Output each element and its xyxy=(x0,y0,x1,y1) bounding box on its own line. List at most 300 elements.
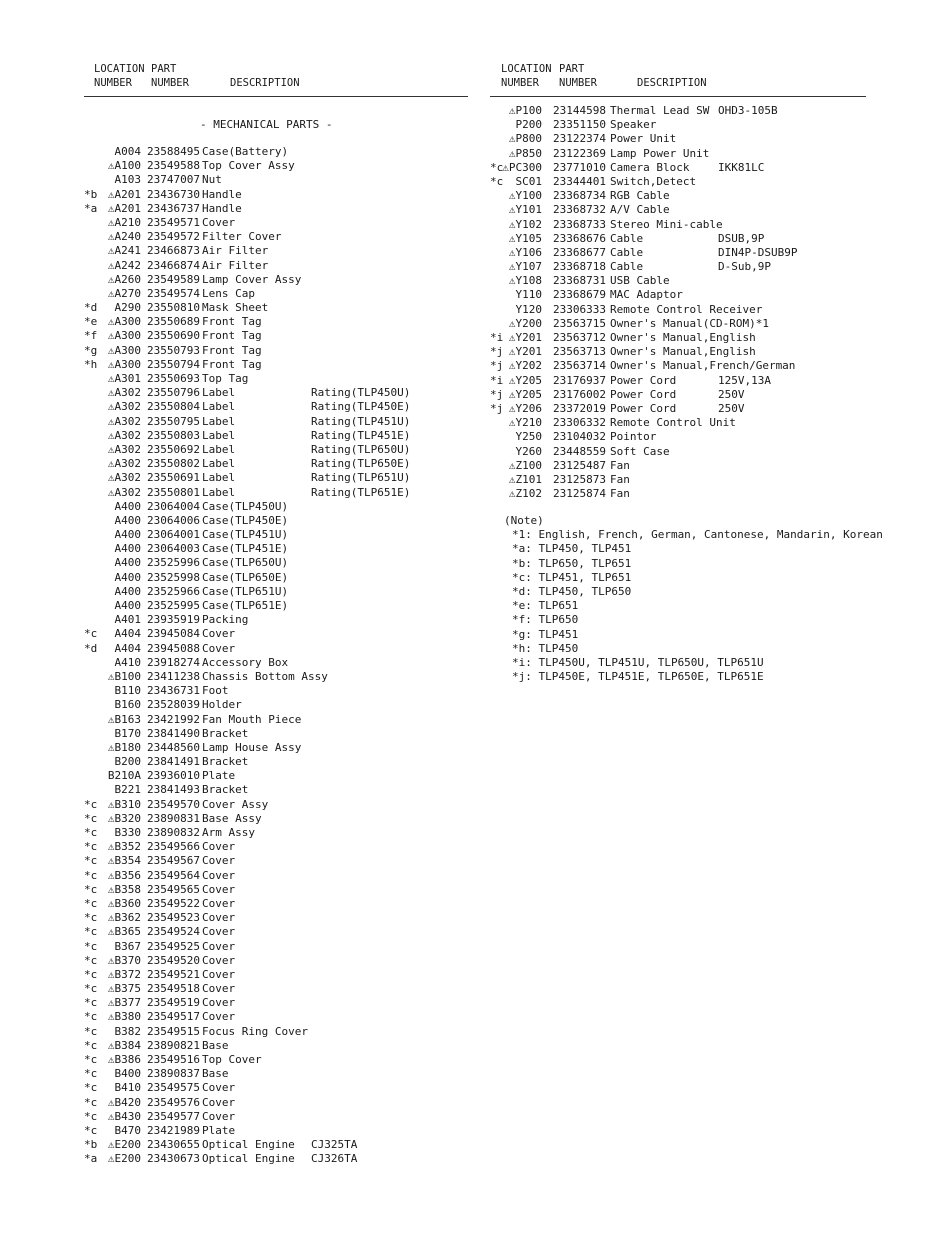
row-flag: *c xyxy=(84,1081,98,1095)
part-description: Air Filter xyxy=(202,244,269,258)
part-remark: Rating(TLP650E) xyxy=(311,457,411,471)
part-description: Label xyxy=(202,471,236,485)
location-number: ⚠PC300 xyxy=(502,160,542,174)
part-number: 23588495 xyxy=(147,145,200,158)
part-description: Base xyxy=(202,1038,229,1052)
part-number: 23528039 xyxy=(147,698,200,712)
part-number: 23368734 xyxy=(553,189,606,203)
row-flag: *b xyxy=(84,187,98,201)
part-description: RGB Cable xyxy=(610,189,670,203)
part-number: 23563712 xyxy=(553,331,606,344)
location-number: A401 xyxy=(114,613,141,627)
row-flag: *c xyxy=(84,854,98,868)
part-description: Owner's Manual,English xyxy=(610,331,756,344)
location-number: ⚠A300 xyxy=(107,329,141,343)
location-number: ⚠B354 xyxy=(107,854,141,868)
location-number: ⚠E200 xyxy=(107,1152,141,1166)
part-number: 23841491 xyxy=(147,755,200,769)
location-number: B110 xyxy=(114,684,141,698)
part-number: 23550810 xyxy=(147,301,200,315)
part-description: Switch,Detect xyxy=(610,174,697,188)
part-number: 23890831 xyxy=(147,811,200,825)
row-flag: *j xyxy=(490,359,504,373)
part-number: 23890821 xyxy=(147,1038,200,1052)
row-flag: *c xyxy=(84,882,98,896)
part-description: Label xyxy=(202,400,236,414)
location-number: ⚠Y200 xyxy=(508,316,542,330)
part-description: USB Cable xyxy=(610,274,670,288)
part-description: Case(TLP450U) xyxy=(202,499,289,513)
location-number: ⚠B430 xyxy=(107,1109,141,1123)
part-description: Case(TLP651E) xyxy=(202,599,289,612)
location-number: B400 xyxy=(114,1067,141,1081)
part-number: 23448560 xyxy=(147,740,200,754)
location-number: ⚠B375 xyxy=(107,982,141,996)
note-item: *f: TLP650 xyxy=(512,613,579,627)
part-description: Plate xyxy=(202,769,236,783)
part-description: Handle xyxy=(202,201,242,215)
row-flag: *j xyxy=(490,345,504,359)
location-number: P200 xyxy=(515,118,542,132)
header-description: DESCRIPTION xyxy=(637,77,707,89)
part-description: Power Cord xyxy=(610,373,677,387)
part-number: 23372019 xyxy=(553,401,606,415)
part-description: Case(TLP650U) xyxy=(202,556,289,570)
part-description: Chassis Bottom Assy xyxy=(202,669,328,683)
location-number: A400 xyxy=(114,513,141,527)
part-number: 23550691 xyxy=(147,471,200,485)
location-number: ⚠B310 xyxy=(107,797,141,811)
location-number: A103 xyxy=(114,173,141,187)
part-number: 23549521 xyxy=(147,967,200,981)
part-number: 23144598 xyxy=(553,104,606,117)
part-number: 23368731 xyxy=(553,274,606,288)
location-number: ⚠E200 xyxy=(107,1138,141,1152)
row-flag: *c xyxy=(84,1123,98,1137)
part-description: Top Cover xyxy=(202,1053,262,1066)
part-number: 23368732 xyxy=(553,203,606,217)
part-remark: OHD3-105B xyxy=(718,104,778,117)
location-number: A410 xyxy=(114,655,141,669)
part-description: Filter Cover xyxy=(202,230,282,244)
part-description: Holder xyxy=(202,698,242,712)
part-description: Label xyxy=(202,457,236,471)
location-number: ⚠Z100 xyxy=(508,458,542,472)
location-number: ⚠P800 xyxy=(508,132,542,146)
part-description: Cover xyxy=(202,215,236,229)
note-item: *d: TLP450, TLP650 xyxy=(512,585,632,599)
part-description: Cover xyxy=(202,982,236,996)
location-number: ⚠A210 xyxy=(107,215,141,229)
part-description: Case(TLP450E) xyxy=(202,513,289,527)
location-number: A004 xyxy=(114,145,141,158)
part-number: 23306333 xyxy=(553,302,606,316)
part-description: A/V Cable xyxy=(610,203,670,217)
part-number: 23549517 xyxy=(147,1010,200,1024)
part-number: 23550794 xyxy=(147,357,200,371)
row-flag: *d xyxy=(84,301,98,315)
header-location: LOCATION xyxy=(501,63,552,75)
part-description: Remote Control Unit xyxy=(610,416,736,430)
part-description: Optical Engine xyxy=(202,1138,295,1152)
location-number: A400 xyxy=(114,542,141,556)
part-number: 23549571 xyxy=(147,215,200,229)
part-description: Lamp House Assy xyxy=(202,740,302,754)
location-number: ⚠Y205 xyxy=(508,387,542,401)
row-flag: *j xyxy=(490,387,504,401)
part-description: Cable xyxy=(610,245,644,259)
part-description: Cover xyxy=(202,911,236,925)
location-number: ⚠P100 xyxy=(508,104,542,117)
location-number: ⚠A302 xyxy=(107,400,141,414)
part-description: Owner's Manual,French/German xyxy=(610,359,796,373)
part-description: Pointor xyxy=(610,430,657,444)
part-remark: CJ326TA xyxy=(311,1152,358,1166)
part-description: Cover xyxy=(202,627,236,641)
note-item: *b: TLP650, TLP651 xyxy=(512,556,632,570)
part-number: 23549520 xyxy=(147,953,200,967)
part-number: 23430673 xyxy=(147,1152,200,1166)
part-number: 23918274 xyxy=(147,655,200,669)
location-number: ⚠Z101 xyxy=(508,472,542,486)
part-number: 23125873 xyxy=(553,472,606,486)
part-description: Label xyxy=(202,386,236,400)
location-number: ⚠B163 xyxy=(107,712,141,726)
part-description: Focus Ring Cover xyxy=(202,1024,308,1038)
location-number: ⚠Z102 xyxy=(508,487,542,501)
row-flag: *c xyxy=(84,967,98,981)
part-description: Base xyxy=(202,1067,229,1081)
location-number: ⚠B377 xyxy=(107,996,141,1010)
part-number: 23550693 xyxy=(147,372,200,385)
part-number: 23549589 xyxy=(147,272,200,286)
notes-block xyxy=(504,514,883,684)
row-flag: *c xyxy=(84,826,98,839)
part-number: 23525996 xyxy=(147,556,200,570)
location-number: ⚠Y101 xyxy=(508,203,542,217)
part-description: Cover xyxy=(202,967,236,981)
part-number: 23430655 xyxy=(147,1138,200,1152)
location-number: ⚠Y102 xyxy=(508,217,542,231)
part-number: 23549588 xyxy=(147,159,200,173)
location-number: ⚠B362 xyxy=(107,911,141,925)
part-description: Label xyxy=(202,485,236,499)
location-number: Y110 xyxy=(515,288,542,302)
part-number: 23525966 xyxy=(147,584,200,598)
header-divider xyxy=(490,96,866,97)
part-number: 23549515 xyxy=(147,1024,200,1038)
part-description: Camera Block xyxy=(610,160,690,174)
location-number: B210A xyxy=(107,769,141,783)
part-number: 23064003 xyxy=(147,542,200,556)
part-description: Cover xyxy=(202,953,236,967)
location-number: ⚠B380 xyxy=(107,1010,141,1024)
part-number: 23368677 xyxy=(553,245,606,259)
part-number: 23550804 xyxy=(147,400,200,414)
part-description: Power Cord xyxy=(610,387,677,401)
location-number: Y120 xyxy=(515,302,542,316)
part-remark: 250V xyxy=(718,401,745,415)
part-number: 23351150 xyxy=(553,118,606,132)
part-number: 23936010 xyxy=(147,769,200,783)
part-number: 23436737 xyxy=(147,201,200,215)
row-flag: *c xyxy=(84,1095,98,1109)
part-number: 23421992 xyxy=(147,712,200,726)
row-flag: *c xyxy=(84,811,98,825)
location-number: B410 xyxy=(114,1081,141,1095)
location-number: Y250 xyxy=(515,430,542,444)
location-number: ⚠A201 xyxy=(107,187,141,201)
part-number: 23550690 xyxy=(147,329,200,343)
row-flag: *c xyxy=(84,868,98,882)
part-description: Bracket xyxy=(202,783,249,797)
notes-list xyxy=(504,528,883,684)
part-description: Case(TLP651U) xyxy=(202,584,289,598)
part-number: 23176937 xyxy=(553,373,606,387)
part-number: 23549570 xyxy=(147,797,200,811)
part-number: 23549572 xyxy=(147,230,200,244)
part-number: 23549576 xyxy=(147,1095,200,1109)
location-number: B200 xyxy=(114,755,141,769)
header-part-number: NUMBER xyxy=(559,77,597,89)
row-flag: *c xyxy=(84,1024,98,1038)
location-number: ⚠A241 xyxy=(107,244,141,258)
location-number: ⚠B384 xyxy=(107,1038,141,1052)
location-number: ⚠B358 xyxy=(107,882,141,896)
location-number: ⚠A100 xyxy=(107,159,141,173)
part-number: 23550796 xyxy=(147,386,200,400)
row-flag: *c xyxy=(84,1038,98,1052)
row-flag: *d xyxy=(84,641,98,655)
location-number: ⚠A302 xyxy=(107,485,141,499)
row-flag: *c xyxy=(84,1010,98,1024)
part-description: Owner's Manual(CD-ROM)*1 xyxy=(610,316,769,330)
part-description: MAC Adaptor xyxy=(610,288,683,302)
part-remark: DIN4P-DSUB9P xyxy=(718,245,798,259)
part-remark: Rating(TLP450U) xyxy=(311,386,411,400)
part-number: 23421989 xyxy=(147,1123,200,1137)
header-part: PART xyxy=(559,63,585,75)
part-description: Cover xyxy=(202,868,236,882)
location-number: ⚠A201 xyxy=(107,201,141,215)
row-flag: *c xyxy=(490,160,504,174)
location-number: ⚠A302 xyxy=(107,428,141,442)
location-number: B160 xyxy=(114,698,141,712)
location-number: ⚠B386 xyxy=(107,1053,141,1066)
part-number: 23549523 xyxy=(147,911,200,925)
part-number: 23549566 xyxy=(147,840,200,854)
row-flag: *c xyxy=(84,925,98,939)
row-flag: *c xyxy=(84,982,98,996)
part-number: 23771010 xyxy=(553,160,606,174)
part-description: Cover xyxy=(202,882,236,896)
part-description: Cover xyxy=(202,854,236,868)
row-flag: *c xyxy=(84,896,98,910)
part-remark: 125V,13A xyxy=(718,373,771,387)
location-number: ⚠Y206 xyxy=(508,401,542,415)
part-description: Base Assy xyxy=(202,811,262,825)
location-number: ⚠Y210 xyxy=(508,416,542,430)
part-description: Air Filter xyxy=(202,258,269,272)
part-description: Power Unit xyxy=(610,132,677,146)
part-remark: Rating(TLP651E) xyxy=(311,485,411,499)
location-number: Y260 xyxy=(515,444,542,458)
part-remark: Rating(TLP451E) xyxy=(311,428,411,442)
location-number: A400 xyxy=(114,499,141,513)
notes-title: (Note) xyxy=(504,514,544,527)
location-number: ⚠B360 xyxy=(107,896,141,910)
part-number: 23064001 xyxy=(147,528,200,542)
note-item: *g: TLP451 xyxy=(512,627,579,641)
location-number: A404 xyxy=(114,627,141,641)
part-description: Label xyxy=(202,428,236,442)
location-number: A400 xyxy=(114,570,141,584)
part-description: Owner's Manual,English xyxy=(610,345,756,359)
part-number: 23436731 xyxy=(147,684,200,698)
row-flag: *c xyxy=(84,1109,98,1123)
location-number: ⚠Y205 xyxy=(508,373,542,387)
location-number: ⚠A240 xyxy=(107,230,141,244)
part-description: Case(TLP451U) xyxy=(202,528,289,542)
location-number: ⚠A302 xyxy=(107,442,141,456)
part-number: 23550795 xyxy=(147,414,200,428)
row-flag: *c xyxy=(84,627,98,641)
note-item: *c: TLP451, TLP651 xyxy=(512,570,632,584)
location-number: ⚠A300 xyxy=(107,315,141,329)
location-number: ⚠B352 xyxy=(107,840,141,854)
location-number: ⚠B356 xyxy=(107,868,141,882)
part-number: 23064006 xyxy=(147,513,200,527)
location-number: ⚠A260 xyxy=(107,272,141,286)
part-description: Cover xyxy=(202,896,236,910)
header-part: PART xyxy=(151,63,177,75)
part-number: 23368733 xyxy=(553,217,606,231)
location-number: ⚠B100 xyxy=(107,669,141,683)
part-description: Bracket xyxy=(202,726,249,740)
part-description: Front Tag xyxy=(202,329,262,343)
part-description: Label xyxy=(202,414,236,428)
header-divider xyxy=(84,96,468,97)
part-description: Top Tag xyxy=(202,372,249,385)
part-number: 23436730 xyxy=(147,187,200,201)
part-description: Case(TLP451E) xyxy=(202,542,289,556)
part-description: Cover Assy xyxy=(202,797,269,811)
location-number: ⚠Y108 xyxy=(508,274,542,288)
part-description: Top Cover Assy xyxy=(202,159,295,173)
row-flag: *c xyxy=(84,939,98,953)
part-description: Cable xyxy=(610,231,644,245)
part-number: 23550689 xyxy=(147,315,200,329)
part-description: Stereo Mini-cable xyxy=(610,217,723,231)
part-number: 23466873 xyxy=(147,244,200,258)
header-location-number: NUMBER xyxy=(501,77,539,89)
part-number: 23125874 xyxy=(553,487,606,501)
part-remark: 250V xyxy=(718,387,745,401)
part-number: 23525998 xyxy=(147,570,200,584)
part-description: Soft Case xyxy=(610,444,670,458)
row-flag: *a xyxy=(84,201,98,215)
location-number: B367 xyxy=(114,939,141,953)
part-number: 23411238 xyxy=(147,669,200,683)
part-number: 23841490 xyxy=(147,726,200,740)
row-flag: *f xyxy=(84,329,98,343)
location-number: ⚠B365 xyxy=(107,925,141,939)
row-flag: *i xyxy=(490,373,504,387)
location-number: A290 xyxy=(114,301,141,315)
part-description: Optical Engine xyxy=(202,1152,295,1166)
part-remark: CJ325TA xyxy=(311,1138,358,1152)
location-number: ⚠Y100 xyxy=(508,189,542,203)
header-location: LOCATION xyxy=(94,63,145,75)
part-remark: Rating(TLP450E) xyxy=(311,400,411,414)
part-description: Handle xyxy=(202,187,242,201)
part-number: 23550801 xyxy=(147,485,200,499)
part-number: 23549518 xyxy=(147,982,200,996)
location-number: ⚠P850 xyxy=(508,146,542,160)
part-number: 23448559 xyxy=(553,444,606,458)
part-description: Cover xyxy=(202,840,236,854)
part-number: 23176002 xyxy=(553,387,606,401)
part-number: 23550692 xyxy=(147,442,200,456)
row-flag: *c xyxy=(84,911,98,925)
row-flag: *c xyxy=(84,1053,98,1066)
part-number: 23549567 xyxy=(147,854,200,868)
part-remark: DSUB,9P xyxy=(718,231,765,245)
part-number: 23549565 xyxy=(147,882,200,896)
part-number: 23549516 xyxy=(147,1053,200,1066)
part-number: 23890832 xyxy=(147,826,200,839)
part-number: 23368679 xyxy=(553,288,606,302)
part-number: 23549564 xyxy=(147,868,200,882)
part-description: Bracket xyxy=(202,755,249,769)
part-description: Label xyxy=(202,442,236,456)
part-description: Accessory Box xyxy=(202,655,289,669)
location-number: ⚠A302 xyxy=(107,414,141,428)
part-number: 23368718 xyxy=(553,260,606,274)
part-number: 23368676 xyxy=(553,231,606,245)
row-flag: *c xyxy=(84,797,98,811)
row-flag: *c xyxy=(84,840,98,854)
part-number: 23841493 xyxy=(147,783,200,797)
row-flag: *b xyxy=(84,1138,98,1152)
part-description: Cover xyxy=(202,939,236,953)
part-description: Power Cord xyxy=(610,401,677,415)
header-description: DESCRIPTION xyxy=(230,77,300,89)
part-description: Packing xyxy=(202,613,249,627)
section-title: - MECHANICAL PARTS - xyxy=(200,118,333,131)
row-flag: *c xyxy=(490,174,504,188)
row-flag: *e xyxy=(84,315,98,329)
part-description: Cover xyxy=(202,925,236,939)
part-number: 23563714 xyxy=(553,359,606,373)
part-number: 23104032 xyxy=(553,430,606,444)
part-number: 23563713 xyxy=(553,345,606,359)
location-number: A400 xyxy=(114,599,141,612)
part-description: Cover xyxy=(202,1095,236,1109)
part-description: Plate xyxy=(202,1123,236,1137)
row-flag: *c xyxy=(84,996,98,1010)
part-description: Cover xyxy=(202,1010,236,1024)
location-number: ⚠A302 xyxy=(107,386,141,400)
note-item: *a: TLP450, TLP451 xyxy=(512,542,632,556)
part-description: Mask Sheet xyxy=(202,301,269,315)
location-number: A400 xyxy=(114,584,141,598)
part-number: 23549577 xyxy=(147,1109,200,1123)
part-description: Cover xyxy=(202,1109,236,1123)
note-item: *j: TLP450E, TLP451E, TLP650E, TLP651E xyxy=(512,670,764,684)
location-number: SC01 xyxy=(515,174,542,188)
part-description: Front Tag xyxy=(202,315,262,329)
